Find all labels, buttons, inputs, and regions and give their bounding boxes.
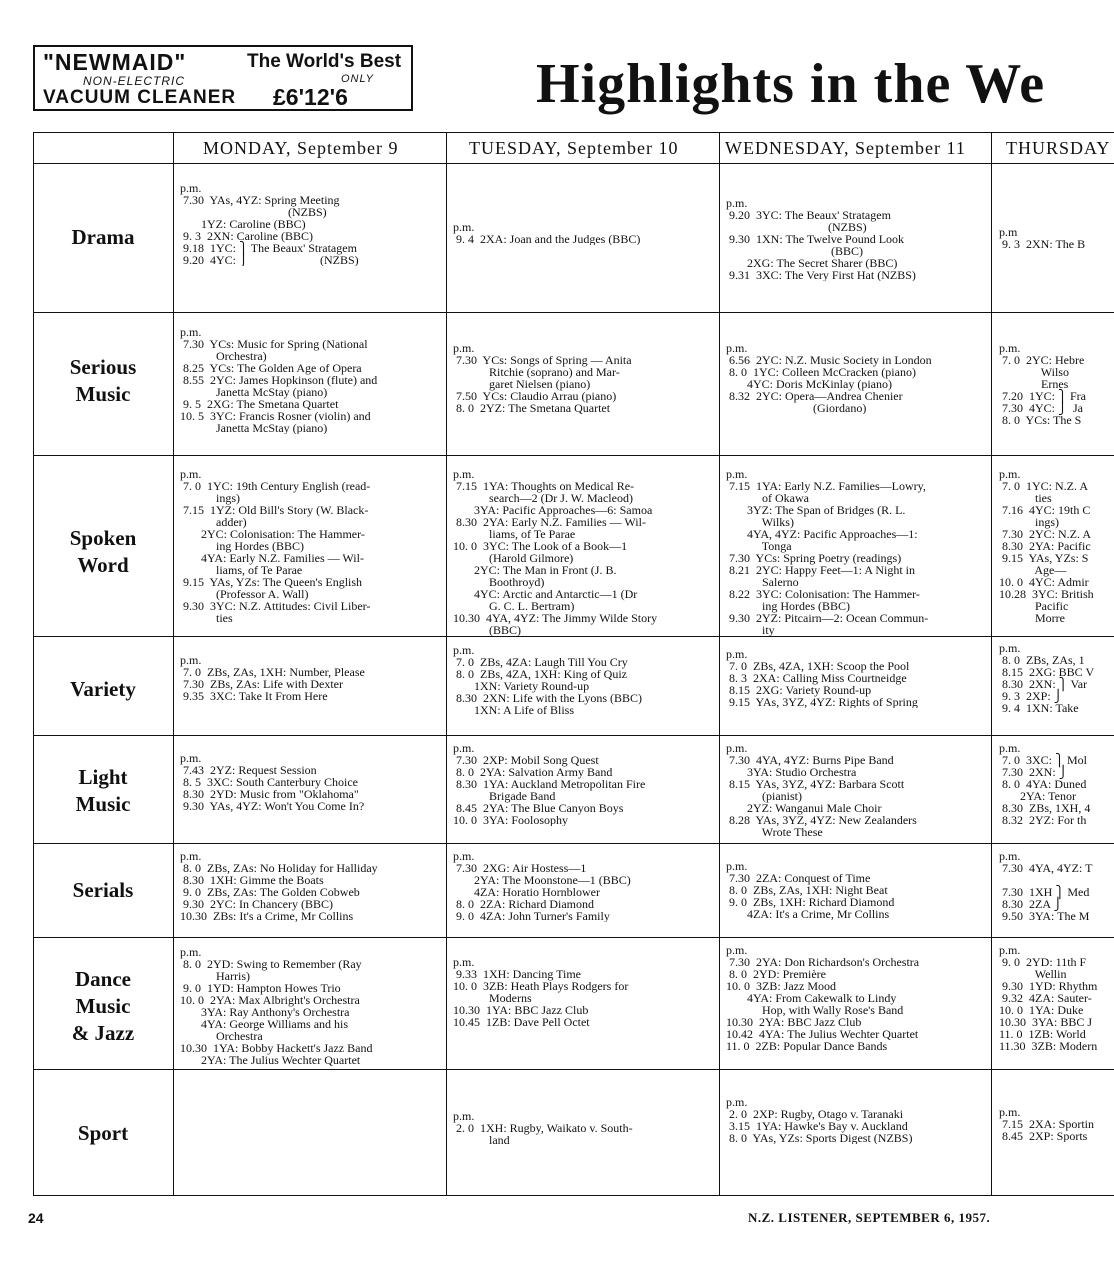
ad-tagline: The World's Best (247, 51, 402, 72)
listing-monday-spoken-word: p.m. 7. 0 1YC: 19th Century English (read- ings) 7.15 1YZ: Old Bill's Story (W. Black- adder) 2YC: Colonisation: The Hammer- ing Hordes (BBC) 4YA: Early N.Z. Families — Wil- liams, of Te Parae 9.15 YAs, YZs: The Queen's English (Professor A. Wall) 9.30 3YC: N.Z. Attitudes: Civil Liber- ties (180, 468, 371, 624)
category-serials: Serials (72, 878, 134, 902)
category-sport: Sport (77, 1121, 129, 1145)
ad-brand: "NEWMAID" (43, 49, 187, 75)
listing-monday-variety: p.m. 7. 0 ZBs, ZAs, 1XH: Number, Please 7.30 ZBs, ZAs: Life with Dexter 9.35 3XC: Take It From Here (180, 654, 365, 702)
day-header-tuesday: TUESDAY, September 10 (469, 138, 679, 158)
listing-monday-dance-music: p.m. 8. 0 2YD: Swing to Remember (Ray Harris) 9. 0 1YD: Hampton Howes Trio 10. 0 2YA: Max Albright's Orchestra 3YA: Ray Anthony's Orchestra 4YA: George Williams and his Orchestra 10.30 1YA: Bobby Hackett's Jazz Band 2YA: The Julius Wechter Quartet (180, 946, 373, 1066)
grid-line (33, 937, 1114, 938)
listing-thursday-sport: p.m. 7.15 2XA: Sportin 8.45 2XP: Sports (999, 1106, 1095, 1142)
ad-only: ONLY (341, 73, 374, 85)
listing-tuesday-light-music: p.m. 7.30 2XP: Mobil Song Quest 8. 0 2YA: Salvation Army Band 8.30 1YA: Auckland Metropolitan Fire Brigade Band 8.45 2YA: The Blue Canyon Boys 10. 0 3YA: Foolosophy (453, 742, 646, 826)
grid-line (719, 132, 720, 1196)
listing-wednesday-drama: p.m. 9.20 3YC: The Beaux' Stratagem (NZBS) 9.30 1XN: The Twelve Pound Look (BBC) 2XG: The Secret Sharer (BBC) 9.31 3XC: The Very First Hat (NZBS) (726, 197, 916, 281)
listing-wednesday-sport: p.m. 2. 0 2XP: Rugby, Otago v. Taranaki 3.15 1YA: Hawke's Bay v. Auckland 8. 0 YAs, YZs: Sports Digest (NZBS) (726, 1096, 913, 1144)
listing-monday-light-music: p.m. 7.43 2YZ: Request Session 8. 5 3XC: South Canterbury Choice 8.30 2YD: Music from "Oklahoma" 9.30 YAs, 4YZ: Won't You Come In? (180, 752, 365, 812)
listing-thursday-light-music: p.m. 7. 0 3XC: ⎫ Mol 7.30 2XN: ⎭ 8. 0 4YA: Duned 2YA: Tenor 8.30 ZBs, 1XH, 4 8.32 2YZ: For th (999, 742, 1091, 826)
category-drama: Drama (71, 225, 135, 249)
listing-monday-serials: p.m. 8. 0 ZBs, ZAs: No Holiday for Halliday 8.30 1XH: Gimme the Boats 9. 0 ZBs, ZAs: The Golden Cobweb 9.30 2YC: In Chancery (BBC) 10.30 ZBs: It's a Crime, Mr Collins (180, 850, 378, 922)
listing-monday-serious-music: p.m. 7.30 YCs: Music for Spring (National Orchestra) 8.25 YCs: The Golden Age of Opera 8.55 2YC: James Hopkinson (flute) and Janetta McStay (piano) 9. 5 2XG: The Smetana Quartet 10. 5 3YC: Francis Rosner (violin) and Janetta McStay (piano) (180, 326, 378, 434)
listing-monday-drama: p.m. 7.30 YAs, 4YZ: Spring Meeting (NZBS) 1YZ: Caroline (BBC) 9. 3 2XN: Caroline (BBC) 9.18 1YC: ⎫ The Beaux' Stratagem 9.20 4YC: ⎭ (NZBS) (180, 182, 359, 266)
day-header-wednesday: WEDNESDAY, September 11 (725, 138, 966, 158)
category-spoken-word: Spoken Word (69, 526, 137, 577)
listing-thursday-serials: p.m. 7.30 4YA, 4YZ: T 7.30 1XH ⎫ Med 8.30 2ZA ⎭ 9.50 3YA: The M (999, 850, 1093, 922)
ad-product: VACUUM CLEANER (43, 87, 237, 108)
grid-line (991, 132, 992, 1196)
ad-price: £6'12'6 (273, 84, 348, 110)
grid-line (33, 636, 1114, 637)
category-light-music: Light Music (75, 765, 131, 816)
listing-thursday-spoken-word: p.m. 7. 0 1YC: N.Z. A ties 7.16 4YC: 19th C ings) 7.30 2YC: N.Z. A 8.30 2YA: Pacific 9.15 YAs, YZs: S Age— 10. 0 4YC: Admir 10.28 3YC: British Pacific Morre (999, 468, 1094, 624)
day-header-thursday: THURSDAY (1006, 138, 1111, 158)
newmaid-advertisement (33, 45, 413, 111)
page-number: 24 (28, 1210, 44, 1226)
listing-tuesday-spoken-word: p.m. 7.15 1YA: Thoughts on Medical Re- search—2 (Dr J. W. Macleod) 3YA: Pacific Approaches—6: Samoa 8.30 2YA: Early N.Z. Families — Wil- liams, of Te Parae 10. 0 3YC: The Look of a Book—1 (Harold Gilmore) 2YC: The Man in Front (J. B. Boothroyd) 4YC: Arctic and Antarctic—1 (Dr G. C. L. Bertram) 10.30 4YA, 4YZ: The Jimmy Wilde Story (BBC) (453, 468, 658, 636)
category-serious-music: Serious Music (69, 355, 137, 406)
grid-line (33, 132, 1114, 133)
grid-line (33, 843, 1114, 844)
listing-thursday-dance-music: p.m. 9. 0 2YD: 11th F Wellin 9.30 1YD: Rhythm 9.32 4ZA: Sauter- 10. 0 1YA: Duke 10.30 3YA: BBC J 11. 0 1ZB: World 11.30 3ZB: Modern (999, 944, 1098, 1052)
grid-line (446, 132, 447, 1196)
listing-tuesday-sport: p.m. 2. 0 1XH: Rugby, Waikato v. South- land (453, 1110, 633, 1146)
ad-non-electric: NON-ELECTRIC (83, 74, 186, 88)
grid-line (173, 132, 174, 1196)
listing-tuesday-drama: p.m. 9. 4 2XA: Joan and the Judges (BBC) (453, 221, 641, 245)
listing-thursday-drama: p.m 9. 3 2XN: The B (999, 226, 1086, 250)
category-variety: Variety (70, 677, 136, 701)
publication-line: N.Z. LISTENER, SEPTEMBER 6, 1957. (748, 1210, 991, 1225)
listing-tuesday-dance-music: p.m. 9.33 1XH: Dancing Time 10. 0 3ZB: Heath Plays Rodgers for Moderns 10.30 1YA: BBC Jazz Club 10.45 1ZB: Dave Pell Octet (453, 956, 629, 1028)
grid-line (33, 735, 1114, 736)
listing-tuesday-serials: p.m. 7.30 2XG: Air Hostess—1 2YA: The Moonstone—1 (BBC) 4ZA: Horatio Hornblower 8. 0 2ZA: Richard Diamond 9. 0 4ZA: John Turner's Family (453, 850, 631, 922)
schedule-grid (33, 132, 1114, 1196)
listing-wednesday-serious-music: p.m. 6.56 2YC: N.Z. Music Society in London 8. 0 1YC: Colleen McCracken (piano) 4YC: Doris McKinlay (piano) 8.32 2YC: Opera—Andrea Chenier (Giordano) (726, 342, 932, 414)
listing-wednesday-light-music: p.m. 7.30 4YA, 4YZ: Burns Pipe Band 3YA: Studio Orchestra 8.15 YAs, 3YZ, 4YZ: Barbara Scott (pianist) 2YZ: Wanganui Male Choir 8.28 YAs, 3YZ, 4YZ: New Zealanders Wrote These (726, 742, 917, 838)
grid-line (33, 1195, 1114, 1196)
category-dance-music-jazz: Dance Music & Jazz (71, 967, 135, 1045)
grid-line (33, 455, 1114, 456)
listing-wednesday-spoken-word: p.m. 7.15 1YA: Early N.Z. Families—Lowry, of Okawa 3YZ: The Span of Bridges (R. L. Wilks) 4YA, 4YZ: Pacific Approaches—1: Tonga 7.30 YCs: Spring Poetry (readings) 8.21 2YC: Happy Feet—1: A Night in Salerno 8.22 3YC: Colonisation: The Hammer- ing Hordes (BBC) 9.30 2YZ: Pitcairn—2: Ocean Commun- ity (726, 468, 929, 636)
listing-tuesday-variety: p.m. 7. 0 ZBs, 4ZA: Laugh Till You Cry 8. 0 ZBs, 4ZA, 1XH: King of Quiz 1XN: Variety Round-up 8.30 2XN: Life with the Lyons (BBC) 1XN: A Life of Bliss (453, 644, 642, 716)
listing-wednesday-variety: p.m. 7. 0 ZBs, 4ZA, 1XH: Scoop the Pool 8. 3 2XA: Calling Miss Courtneidge 8.15 2XG: Variety Round-up 9.15 YAs, 3YZ, 4YZ: Rights of Spring (726, 648, 918, 708)
listing-thursday-serious-music: p.m. 7. 0 2YC: Hebre Wilso Ernes 7.20 1YC: ⎫ Fra 7.30 4YC: ⎭ Ja 8. 0 YCs: The S (999, 342, 1086, 426)
listing-wednesday-serials: p.m. 7.30 2ZA: Conquest of Time 8. 0 ZBs, ZAs, 1XH: Night Beat 9. 0 ZBs, 1XH: Richard Diamond 4ZA: It's a Crime, Mr Collins (726, 860, 895, 920)
listing-tuesday-serious-music: p.m. 7.30 YCs: Songs of Spring — Anita Ritchie (soprano) and Mar- garet Nielsen (piano) 7.50 YCs: Claudio Arrau (piano) 8. 0 2YZ: The Smetana Quartet (453, 342, 632, 414)
page-headline: Highlights in the We (536, 53, 1046, 115)
listing-thursday-variety: p.m. 8. 0 ZBs, ZAs, 1 8.15 2XG: BBC V 8.30 2XN: ⎫ Var 9. 3 2XP: ⎭ 9. 4 1XN: Take (999, 642, 1095, 714)
listing-wednesday-dance-music: p.m. 7.30 2YA: Don Richardson's Orchestra 8. 0 2YD: Première 10. 0 3ZB: Jazz Mood 4YA: From Cakewalk to Lindy Hop, with Wally Rose's Band 10.30 2YA: BBC Jazz Club 10.42 4YA: The Julius Wechter Quartet 11. 0 2ZB: Popular Dance Bands (726, 944, 920, 1052)
day-header-monday: MONDAY, September 9 (203, 138, 399, 158)
grid-line (33, 1069, 1114, 1070)
grid-line (33, 163, 1114, 164)
grid-line (33, 312, 1114, 313)
